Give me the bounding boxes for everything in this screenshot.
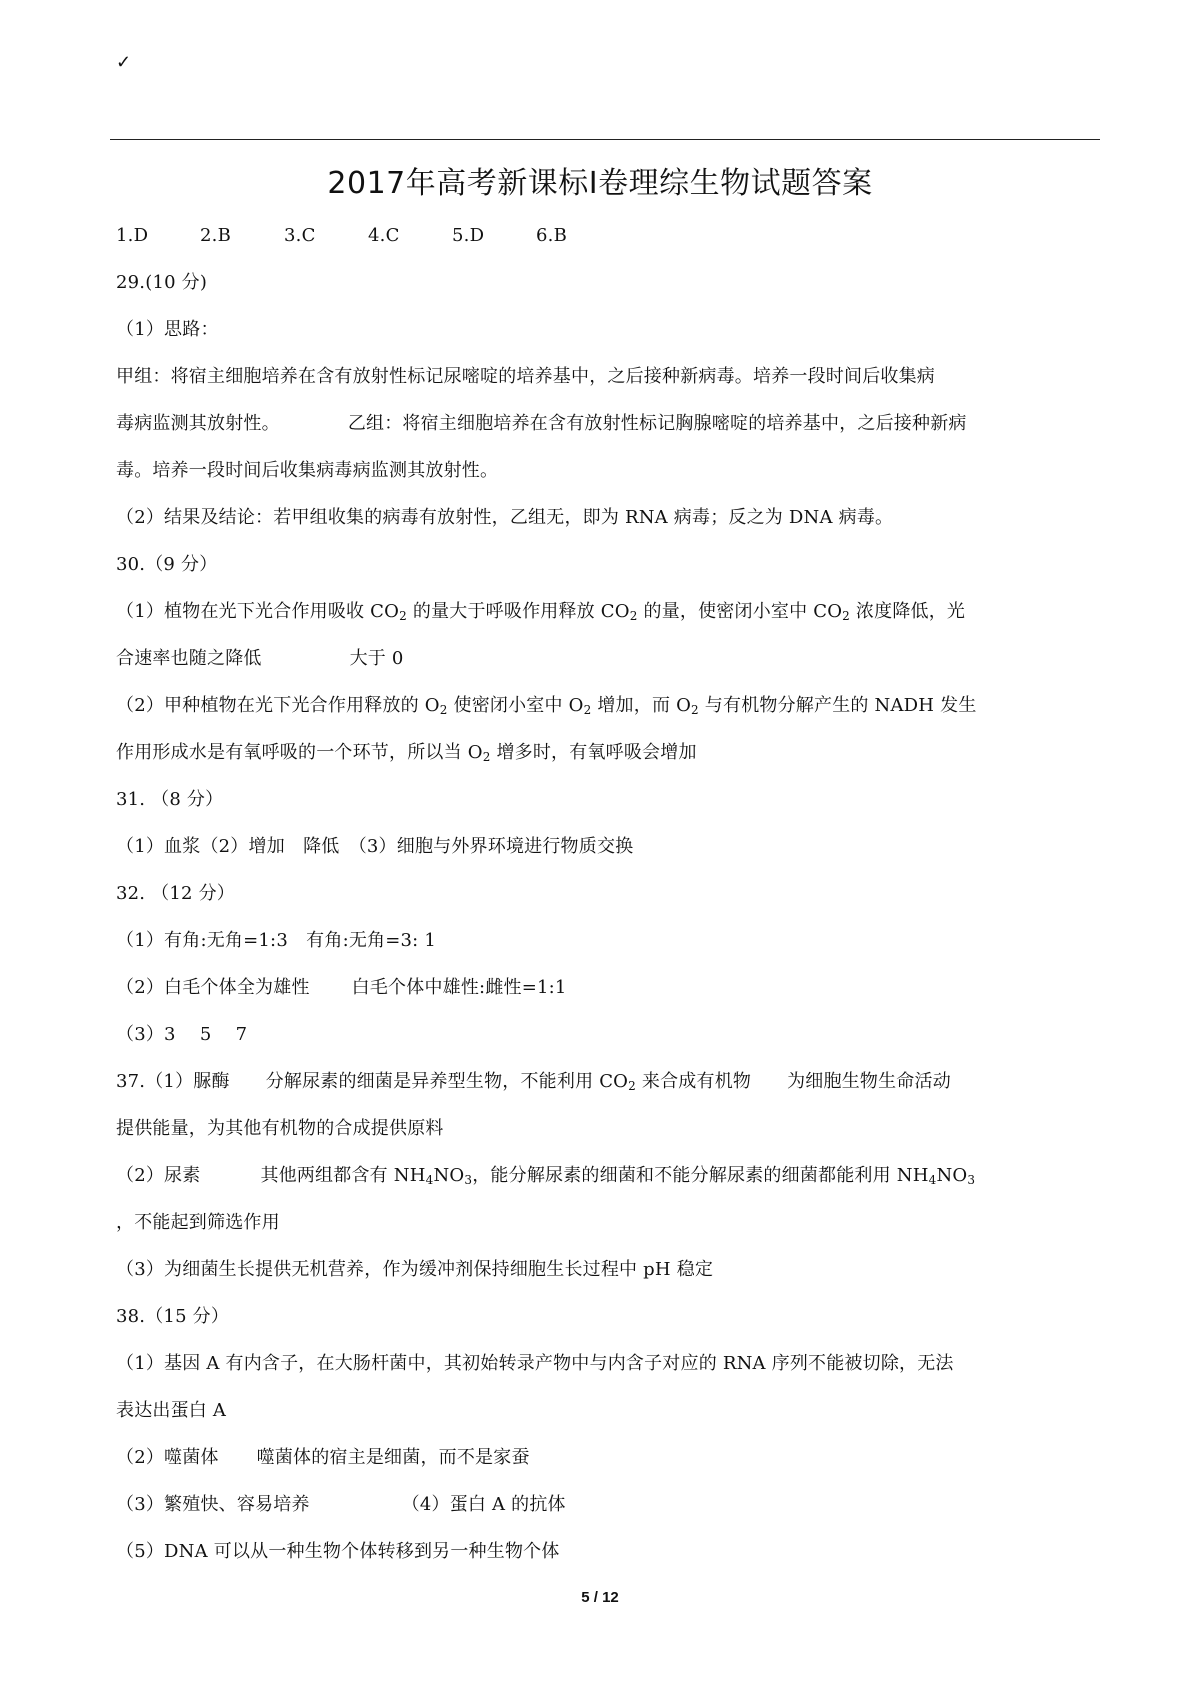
subscript: 4 <box>425 1173 434 1187</box>
text: 增加，而 O <box>591 695 692 716</box>
q37-part1-line: 提供能量，为其他有机物的合成提供原料 <box>116 1118 444 1139</box>
subscript: 2 <box>691 703 699 717</box>
subscript: 2 <box>628 1079 636 1093</box>
q29-part1-line: 甲组：将宿主细胞培养在含有放射性标记尿嘧啶的培养基中，之后接种新病毒。培养一段时间后收集病 <box>116 366 935 387</box>
subscript: 4 <box>928 1173 937 1187</box>
q38-part2 <box>116 1434 1100 1481</box>
mc-answers <box>116 212 1100 259</box>
q31-answer: （1）血浆（2）增加 降低 （3）细胞与外界环境进行物质交换 <box>116 836 634 857</box>
text: （4）蛋白 A 的抗体 <box>401 1494 566 1515</box>
text: 乙组：将宿主细胞培养在含有放射性标记胸腺嘧啶的培养基中，之后接种新病 <box>347 413 967 434</box>
text: 其他两组都含有 NH <box>260 1165 426 1186</box>
q30-part1-line <box>116 588 1100 635</box>
text: 来合成有机物 <box>635 1071 752 1092</box>
q30-part2-line <box>116 729 1100 776</box>
q30-part1-line <box>116 635 1100 682</box>
text: （2）噬菌体 <box>116 1447 219 1468</box>
subscript: 2 <box>842 609 850 623</box>
text: NO <box>936 1165 968 1186</box>
q29-heading: 29.(10 分) <box>116 272 208 293</box>
subscript: 2 <box>399 609 407 623</box>
q37-part2-line: ，不能起到筛选作用 <box>116 1212 280 1233</box>
checkmark-icon: ✓ <box>116 52 132 73</box>
subscript: 2 <box>482 750 491 764</box>
q37-part2-line <box>116 1152 1100 1199</box>
text: 毒病监测其放射性。 <box>116 413 280 434</box>
page-number: 5 / 12 <box>581 1589 619 1606</box>
text: 浓度降低，光 <box>850 601 966 622</box>
text: 增多时，有氧呼吸会增加 <box>490 742 697 763</box>
q30-heading: 30.（9 分） <box>116 554 218 575</box>
text: （2）尿素 <box>116 1165 201 1186</box>
answer-body <box>116 212 1100 1575</box>
page-title: 2017年高考新课标Ⅰ卷理综生物试题答案 <box>327 166 873 201</box>
q29-part1-label: （1）思路： <box>116 319 219 340</box>
mc-answer: 1.D <box>116 225 149 246</box>
mc-answer: 2.B <box>200 225 232 246</box>
text: 使密闭小室中 O <box>447 695 584 716</box>
text: 为细胞生物生命活动 <box>787 1071 951 1092</box>
text: NO <box>433 1165 465 1186</box>
q38-part1-line: （1）基因 A 有内含子，在大肠杆菌中，其初始转录产物中与内含子对应的 RNA 序列不能被切除，无法 <box>116 1353 954 1374</box>
subscript: 2 <box>629 609 638 623</box>
text: （3）繁殖快、容易培养 <box>116 1494 310 1515</box>
q30-part2-line <box>116 682 1100 729</box>
q38-heading: 38.（15 分） <box>116 1306 230 1327</box>
text: （2）白毛个体全为雄性 <box>116 977 310 998</box>
text: 大于 0 <box>349 648 404 669</box>
text: 分解尿素的细菌是异养型生物，不能利用 CO <box>265 1071 629 1092</box>
q31-heading: 31. （8 分） <box>116 789 224 810</box>
q29-part1-line <box>116 400 1100 447</box>
text: 与有机物分解产生的 NADH 发生 <box>698 695 977 716</box>
subscript: 3 <box>464 1173 473 1187</box>
q32-heading: 32. （12 分） <box>116 883 235 904</box>
q37-part1-line <box>116 1058 1100 1105</box>
text: （1）植物在光下光合作用吸收 CO <box>116 601 400 622</box>
subscript: 2 <box>583 703 592 717</box>
mc-answer: 3.C <box>284 225 316 246</box>
mc-answer: 4.C <box>368 225 400 246</box>
q32-part3: （3）3 5 7 <box>116 1024 248 1045</box>
text: 的量，使密闭小室中 CO <box>637 601 843 622</box>
text: 37.（1）脲酶 <box>116 1071 230 1092</box>
q37-part3: （3）为细菌生长提供无机营养，作为缓冲剂保持细胞生长过程中 pH 稳定 <box>116 1259 714 1280</box>
mc-answer: 5.D <box>452 225 485 246</box>
text: 的量大于呼吸作用释放 CO <box>406 601 630 622</box>
q38-part5: （5）DNA 可以从一种生物个体转移到另一种生物个体 <box>116 1541 560 1562</box>
q29-part1-line: 毒。培养一段时间后收集病毒病监测其放射性。 <box>116 460 499 481</box>
text: 作用形成水是有氧呼吸的一个环节，所以当 O <box>116 742 483 763</box>
text: ，能分解尿素的细菌和不能分解尿素的细菌都能利用 NH <box>472 1165 929 1186</box>
q38-part3-4 <box>116 1481 1100 1528</box>
subscript: 2 <box>439 703 448 717</box>
text: 白毛个体中雄性:雌性=1:1 <box>351 977 567 998</box>
q38-part1-line: 表达出蛋白 A <box>116 1400 227 1421</box>
header-rule <box>110 139 1100 140</box>
q32-part2 <box>116 964 1100 1011</box>
text: 噬菌体的宿主是细菌，而不是家蚕 <box>256 1447 530 1468</box>
text: （2）甲种植物在光下光合作用释放的 O <box>116 695 440 716</box>
mc-answer: 6.B <box>536 225 568 246</box>
q29-part2: （2）结果及结论：若甲组收集的病毒有放射性，乙组无，即为 RNA 病毒；反之为 DNA 病毒。 <box>116 507 894 528</box>
q32-part1: （1）有角:无角=1:3 有角:无角=3: 1 <box>116 930 437 951</box>
text: 合速率也随之降低 <box>116 648 262 669</box>
subscript: 3 <box>967 1173 976 1187</box>
